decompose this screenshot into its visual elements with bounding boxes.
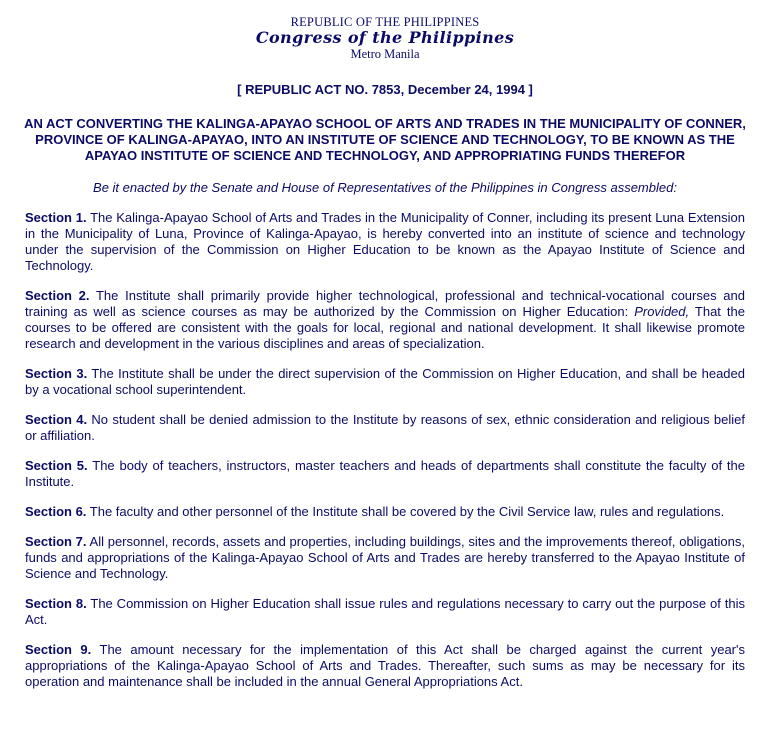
section-label: Section 9.: [25, 642, 92, 657]
section-emphasis: Provided,: [634, 304, 690, 319]
section-3: [25, 366, 745, 398]
sections-list: [25, 210, 745, 690]
section-text: The body of teachers, instructors, master teachers and heads of departments shall constitute the faculty of the Institute.: [25, 458, 745, 489]
republic-heading: REPUBLIC OF THE PHILIPPINES: [290, 15, 480, 29]
location-heading: Metro Manila: [350, 47, 420, 61]
section-7: [25, 534, 745, 582]
section-1: [25, 210, 745, 274]
section-label: Section 4.: [25, 412, 88, 427]
section-6: [25, 504, 745, 520]
section-4: [25, 412, 745, 444]
section-text-continued: That the courses to be offered are consistent with the goals for local, regional and national development. It shall likewise promote research and development in the various disciplines and areas of specialization.: [25, 304, 745, 351]
document-header: [0, 14, 770, 62]
section-text: The Institute shall primarily provide higher technological, professional and technical-vocational courses and training as well as science courses as may be authorized by the Commission on Higher Education:: [25, 288, 745, 319]
section-text: The amount necessary for the implementation of this Act shall be charged against the current year's appropriations of the Kalinga-Apayao School of Arts and Trades. Thereafter, such sums as may be necessary for its operation and maintenance shall be included in the annual General Appropriations Act.: [25, 642, 745, 689]
section-9: [25, 642, 745, 690]
act-title: AN ACT CONVERTING THE KALINGA-APAYAO SCHOOL OF ARTS AND TRADES IN THE MUNICIPALITY OF CONNER, PROVINCE OF KALINGA-APAYAO, INTO AN INSTITUTE OF SCIENCE AND TECHNOLOGY, TO BE KNOWN AS THE APAYAO INSTITUTE OF SCIENCE AND TECHNOLOGY, AND APPROPRIATING FUNDS THEREFOR: [24, 116, 746, 163]
section-text: The Commission on Higher Education shall issue rules and regulations necessary to carry out the purpose of this Act.: [25, 596, 745, 627]
section-label: Section 1.: [25, 210, 87, 225]
congress-heading: Congress of the Philippines: [255, 28, 515, 47]
section-label: Section 8.: [25, 596, 87, 611]
section-5: [25, 458, 745, 490]
section-text: All personnel, records, assets and properties, including buildings, sites and the improvements thereof, obligations, funds and appropriations of the Kalinga-Apayao School of Arts and Trades are hereby transferred to the Apayao Institute of Science and Technology.: [25, 534, 745, 581]
section-text: The Institute shall be under the direct supervision of the Commission on Higher Education, and shall be headed by a vocational school superintendent.: [25, 366, 745, 397]
section-2: [25, 288, 745, 352]
section-label: Section 2.: [25, 288, 90, 303]
section-label: Section 7.: [25, 534, 87, 549]
section-label: Section 3.: [25, 366, 88, 381]
section-text: The Kalinga-Apayao School of Arts and Trades in the Municipality of Conner, including its present Luna Extension in the Municipality of Luna, Province of Kalinga-Apayao, is hereby converted into an institute of science and technology under the supervision of the Commission on Higher Education to be known as the Apayao Institute of Science and Technology.: [25, 210, 745, 273]
enacting-clause: Be it enacted by the Senate and House of Representatives of the Philippines in Congress assembled:: [93, 180, 677, 195]
section-8: [25, 596, 745, 628]
section-label: Section 5.: [25, 458, 88, 473]
section-text: The faculty and other personnel of the Institute shall be covered by the Civil Service law, rules and regulations.: [86, 504, 725, 519]
act-number: [ REPUBLIC ACT NO. 7853, December 24, 1994 ]: [237, 82, 533, 97]
section-label: Section 6.: [25, 504, 87, 519]
section-text: No student shall be denied admission to the Institute by reasons of sex, ethnic consideration and religious belief or affiliation.: [25, 412, 745, 443]
